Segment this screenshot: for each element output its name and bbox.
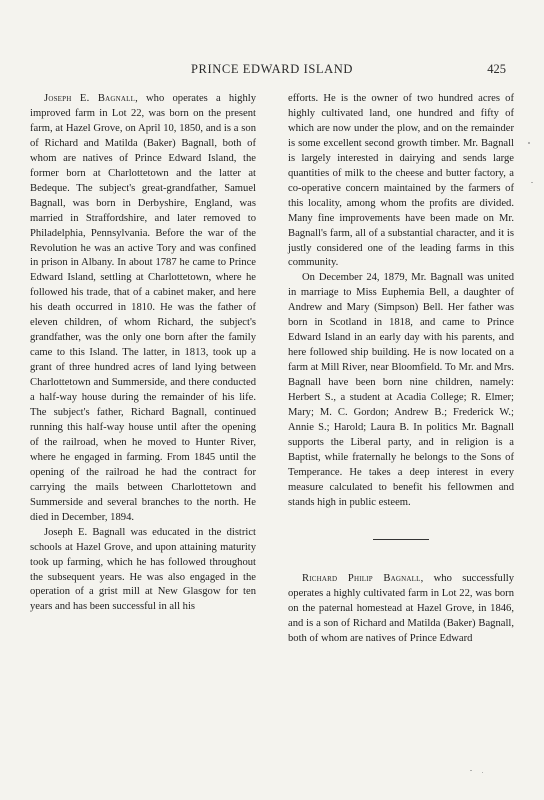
running-header: PRINCE EDWARD ISLAND: [191, 62, 353, 76]
paragraph-joseph-bagnall-intro: [30, 92, 256, 526]
paragraph-text: , who operates a highly improved farm in Lot 22, was born on the present farm, at Hazel Grove, on April 10, 1850, and is a son of Richard and Matilda (Baker) Bagnall, both of whom are natives of Prince Edward Island, the former born at Charlottetown and the latter at Bedeque. The subject's great-grandfather, Samuel Bagnall, was born in Derbyshire, England, was married in Straffordshire, and later removed to Philadelphia, Pennsylvania. Before the war of the Revolution he was an active Tory and was confined in prison in Albany. In about 1787 he came to Prince Edward Island, settling at Charlottetown, where he followed his trade, that of a cabinet maker, and here his death occurred in 1810. He was the father of eleven children, of whom Richard, the subject's grandfather, was the only one born after the family came to this Island. The latter, in 1813, took up a grant of three hundred acres of land lying between Charlottetown and Summerside, and there conducted a half-way house during the remainder of his life. The subject's father, Richard Bagnall, continued running this half-way house until after the opening of the railroad, when he moved to Hunter River, where he engaged in farming. From 1845 until the opening of the railroad he had the contract for carrying the mails between Charlottetown and Summerside and several branches to the north. He died in December, 1894.: [30, 93, 257, 523]
right-column: [288, 92, 514, 646]
page-number: 425: [487, 62, 506, 76]
section-divider: [373, 539, 429, 540]
paragraph-joseph-bagnall-education: Joseph E. Bagnall was educated in the district schools at Hazel Grove, and upon attaining maturity took up farming, which he has followed throughout the subsequent years. He was also engaged in the operation of a grist mill at New Glasgow for ten years and has been successful in all his: [30, 526, 256, 613]
paragraph-marriage: On December 24, 1879, Mr. Bagnall was united in marriage to Miss Euphemia Bell, a daughter of Andrew and Mary (Simpson) Bell. Her father was born in Scotland in 1818, and came to Prince Edward Island in an early day with his parents, and here followed ship building. He is now located on a farm at Mill River, near Bloomfield. To Mr. and Mrs. Bagnall have been born nine children, namely: Herbert S., a student at Acadia College; R. Elmer; Mary; M. C. Gordon; Andrew B.; Frederick W.; Annie S.; Harold; Laura B. In politics Mr. Bagnall supports the Liberal party, and in religion is a Baptist, while fraternally he belongs to the Sons of Temperance. He takes a deep interest in every measure calculated to benefit his fellowmen and stands high in public esteem.: [288, 272, 514, 508]
subject-name: Richard Philip Bagnall: [302, 572, 421, 584]
paper-speck: [531, 182, 533, 183]
paper-speck: [470, 770, 472, 771]
subject-name: Joseph E. Bagnall: [44, 93, 136, 104]
left-column: [30, 92, 256, 615]
paragraph-richard-bagnall-intro: [288, 572, 514, 647]
paper-speck: [528, 142, 530, 144]
paper-speck: [482, 772, 483, 773]
paragraph-continuation: efforts. He is the owner of two hundred acres of highly cultivated land, one hundred and fifty of which are now under the plow, and on the remainder is some excellent second growth timber. Mr. Bagnall is largely interested in dairying and sends large quantities of milk to the cheese and butter factory, a co-operative concern maintained by the farmers of this locality, among whom the profits are divided. Many fine improvements have been made on Mr. Bagnall's farm, all of a substantial character, and it is justly considered one of the leading farms in this community.: [288, 93, 514, 269]
paragraph-text: , who successfully operates a highly cultivated farm in Lot 22, was born on the paternal homestead at Hazel Grove, in 1846, and is a son of Richard and Matilda (Baker) Bagnall, both of whom are natives of Prince Edward: [288, 572, 514, 644]
